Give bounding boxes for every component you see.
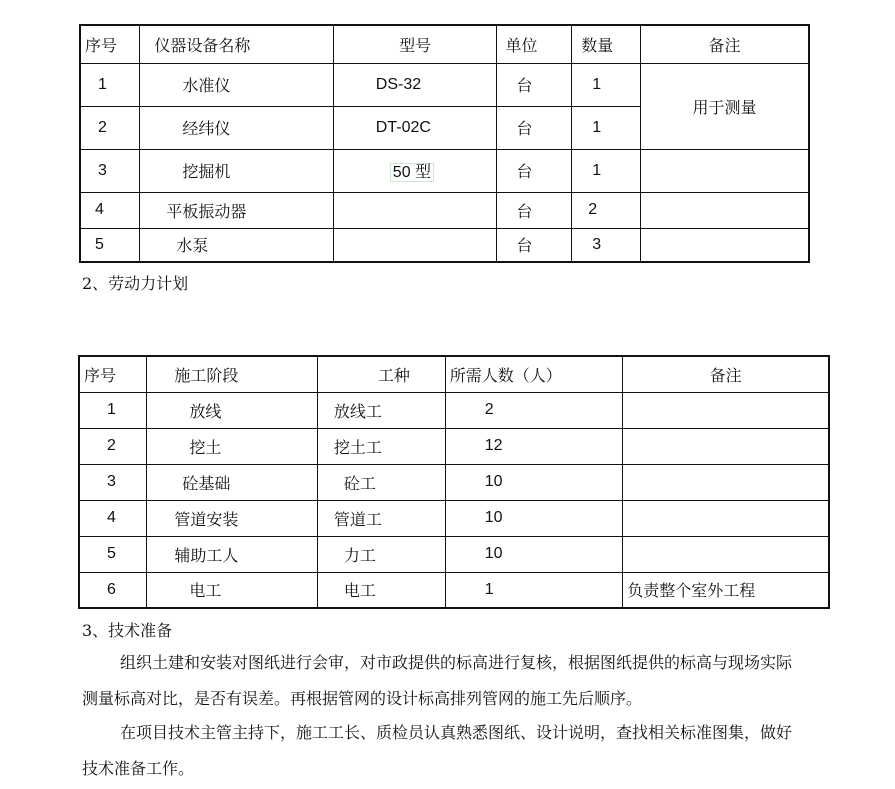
cell-people: 1	[445, 572, 623, 608]
cell-qty: 1	[572, 149, 641, 192]
cell-model	[333, 149, 497, 192]
cell-model: DS-32	[333, 63, 497, 106]
cell-note	[641, 192, 809, 228]
labor-table	[78, 355, 830, 609]
paragraph: 在项目技术主管主持下，施工工长、质检员认真熟悉图纸、设计说明，查找相关标准图集，做好技术准备工作。	[82, 723, 793, 778]
cell-unit: 台	[497, 63, 572, 106]
cell-no: 5	[79, 536, 147, 572]
cell-note	[641, 149, 809, 192]
header-unit: 单位	[497, 25, 572, 63]
cell-trade: 管道工	[317, 500, 445, 536]
cell-people: 10	[445, 500, 623, 536]
cell-unit: 台	[497, 228, 572, 262]
cell-name: 挖掘机	[140, 149, 333, 192]
cell-model: DT-02C	[333, 106, 497, 149]
cell-note	[623, 536, 829, 572]
cell-stage: 电工	[147, 572, 318, 608]
section-2-title: 2、劳动力计划	[82, 274, 189, 293]
header-note: 备注	[623, 356, 829, 392]
header-no: 序号	[79, 356, 147, 392]
table-row	[79, 428, 829, 464]
cell-qty: 1	[572, 106, 641, 149]
cell-people: 10	[445, 536, 623, 572]
cell-no: 1	[79, 392, 147, 428]
cell-people: 12	[445, 428, 623, 464]
cell-no: 4	[79, 500, 147, 536]
cell-unit: 台	[497, 149, 572, 192]
header-trade: 工种	[317, 356, 445, 392]
equipment-table	[79, 24, 810, 263]
cell-name: 水准仪	[140, 63, 333, 106]
cell-note	[623, 392, 829, 428]
model-highlight: 50 型	[390, 163, 434, 182]
cell-trade: 砼工	[317, 464, 445, 500]
cell-trade: 挖土工	[317, 428, 445, 464]
table-row	[80, 63, 809, 106]
header-name: 仪器设备名称	[140, 25, 333, 63]
table-row	[79, 392, 829, 428]
cell-no: 2	[79, 428, 147, 464]
cell-no: 1	[80, 63, 140, 106]
cell-no: 5	[80, 228, 140, 262]
cell-note	[623, 500, 829, 536]
table-row	[79, 572, 829, 608]
cell-no: 4	[80, 192, 140, 228]
cell-note	[623, 464, 829, 500]
cell-no: 3	[80, 149, 140, 192]
equipment-header-row	[80, 25, 809, 63]
header-people: 所需人数（人）	[445, 356, 623, 392]
cell-note: 负责整个室外工程	[623, 572, 829, 608]
cell-qty: 2	[572, 192, 641, 228]
cell-note	[623, 428, 829, 464]
cell-note-merged: 用于测量	[641, 63, 809, 149]
cell-people: 10	[445, 464, 623, 500]
cell-name: 经纬仪	[140, 106, 333, 149]
header-stage: 施工阶段	[147, 356, 318, 392]
cell-qty: 1	[572, 63, 641, 106]
cell-unit: 台	[497, 106, 572, 149]
cell-no: 3	[79, 464, 147, 500]
table-row	[80, 228, 809, 262]
cell-stage: 辅助工人	[147, 536, 318, 572]
cell-qty: 3	[572, 228, 641, 262]
cell-no: 2	[80, 106, 140, 149]
cell-name: 平板振动器	[140, 192, 333, 228]
cell-name: 水泵	[140, 228, 333, 262]
table-row	[79, 536, 829, 572]
cell-stage: 管道安装	[147, 500, 318, 536]
table-row	[79, 464, 829, 500]
cell-unit: 台	[497, 192, 572, 228]
cell-no: 6	[79, 572, 147, 608]
table-row	[80, 192, 809, 228]
section-3-title: 3、技术准备	[82, 621, 173, 640]
cell-trade: 力工	[317, 536, 445, 572]
cell-stage: 放线	[147, 392, 318, 428]
cell-trade: 放线工	[317, 392, 445, 428]
labor-header-row	[79, 356, 829, 392]
cell-model	[333, 228, 497, 262]
header-no: 序号	[80, 25, 140, 63]
cell-model	[333, 192, 497, 228]
table-row	[80, 149, 809, 192]
cell-stage: 砼基础	[147, 464, 318, 500]
table-row	[79, 500, 829, 536]
cell-note	[641, 228, 809, 262]
header-qty: 数量	[572, 25, 641, 63]
cell-trade: 电工	[317, 572, 445, 608]
cell-people: 2	[445, 392, 623, 428]
paragraph: 组织土建和安装对图纸进行会审，对市政提供的标高进行复核，根据图纸提供的标高与现场实际测量标高对比，是否有误差。再根据管网的设计标高排列管网的施工先后顺序。	[82, 653, 793, 708]
cell-stage: 挖土	[147, 428, 318, 464]
header-model: 型号	[333, 25, 497, 63]
header-note: 备注	[641, 25, 809, 63]
